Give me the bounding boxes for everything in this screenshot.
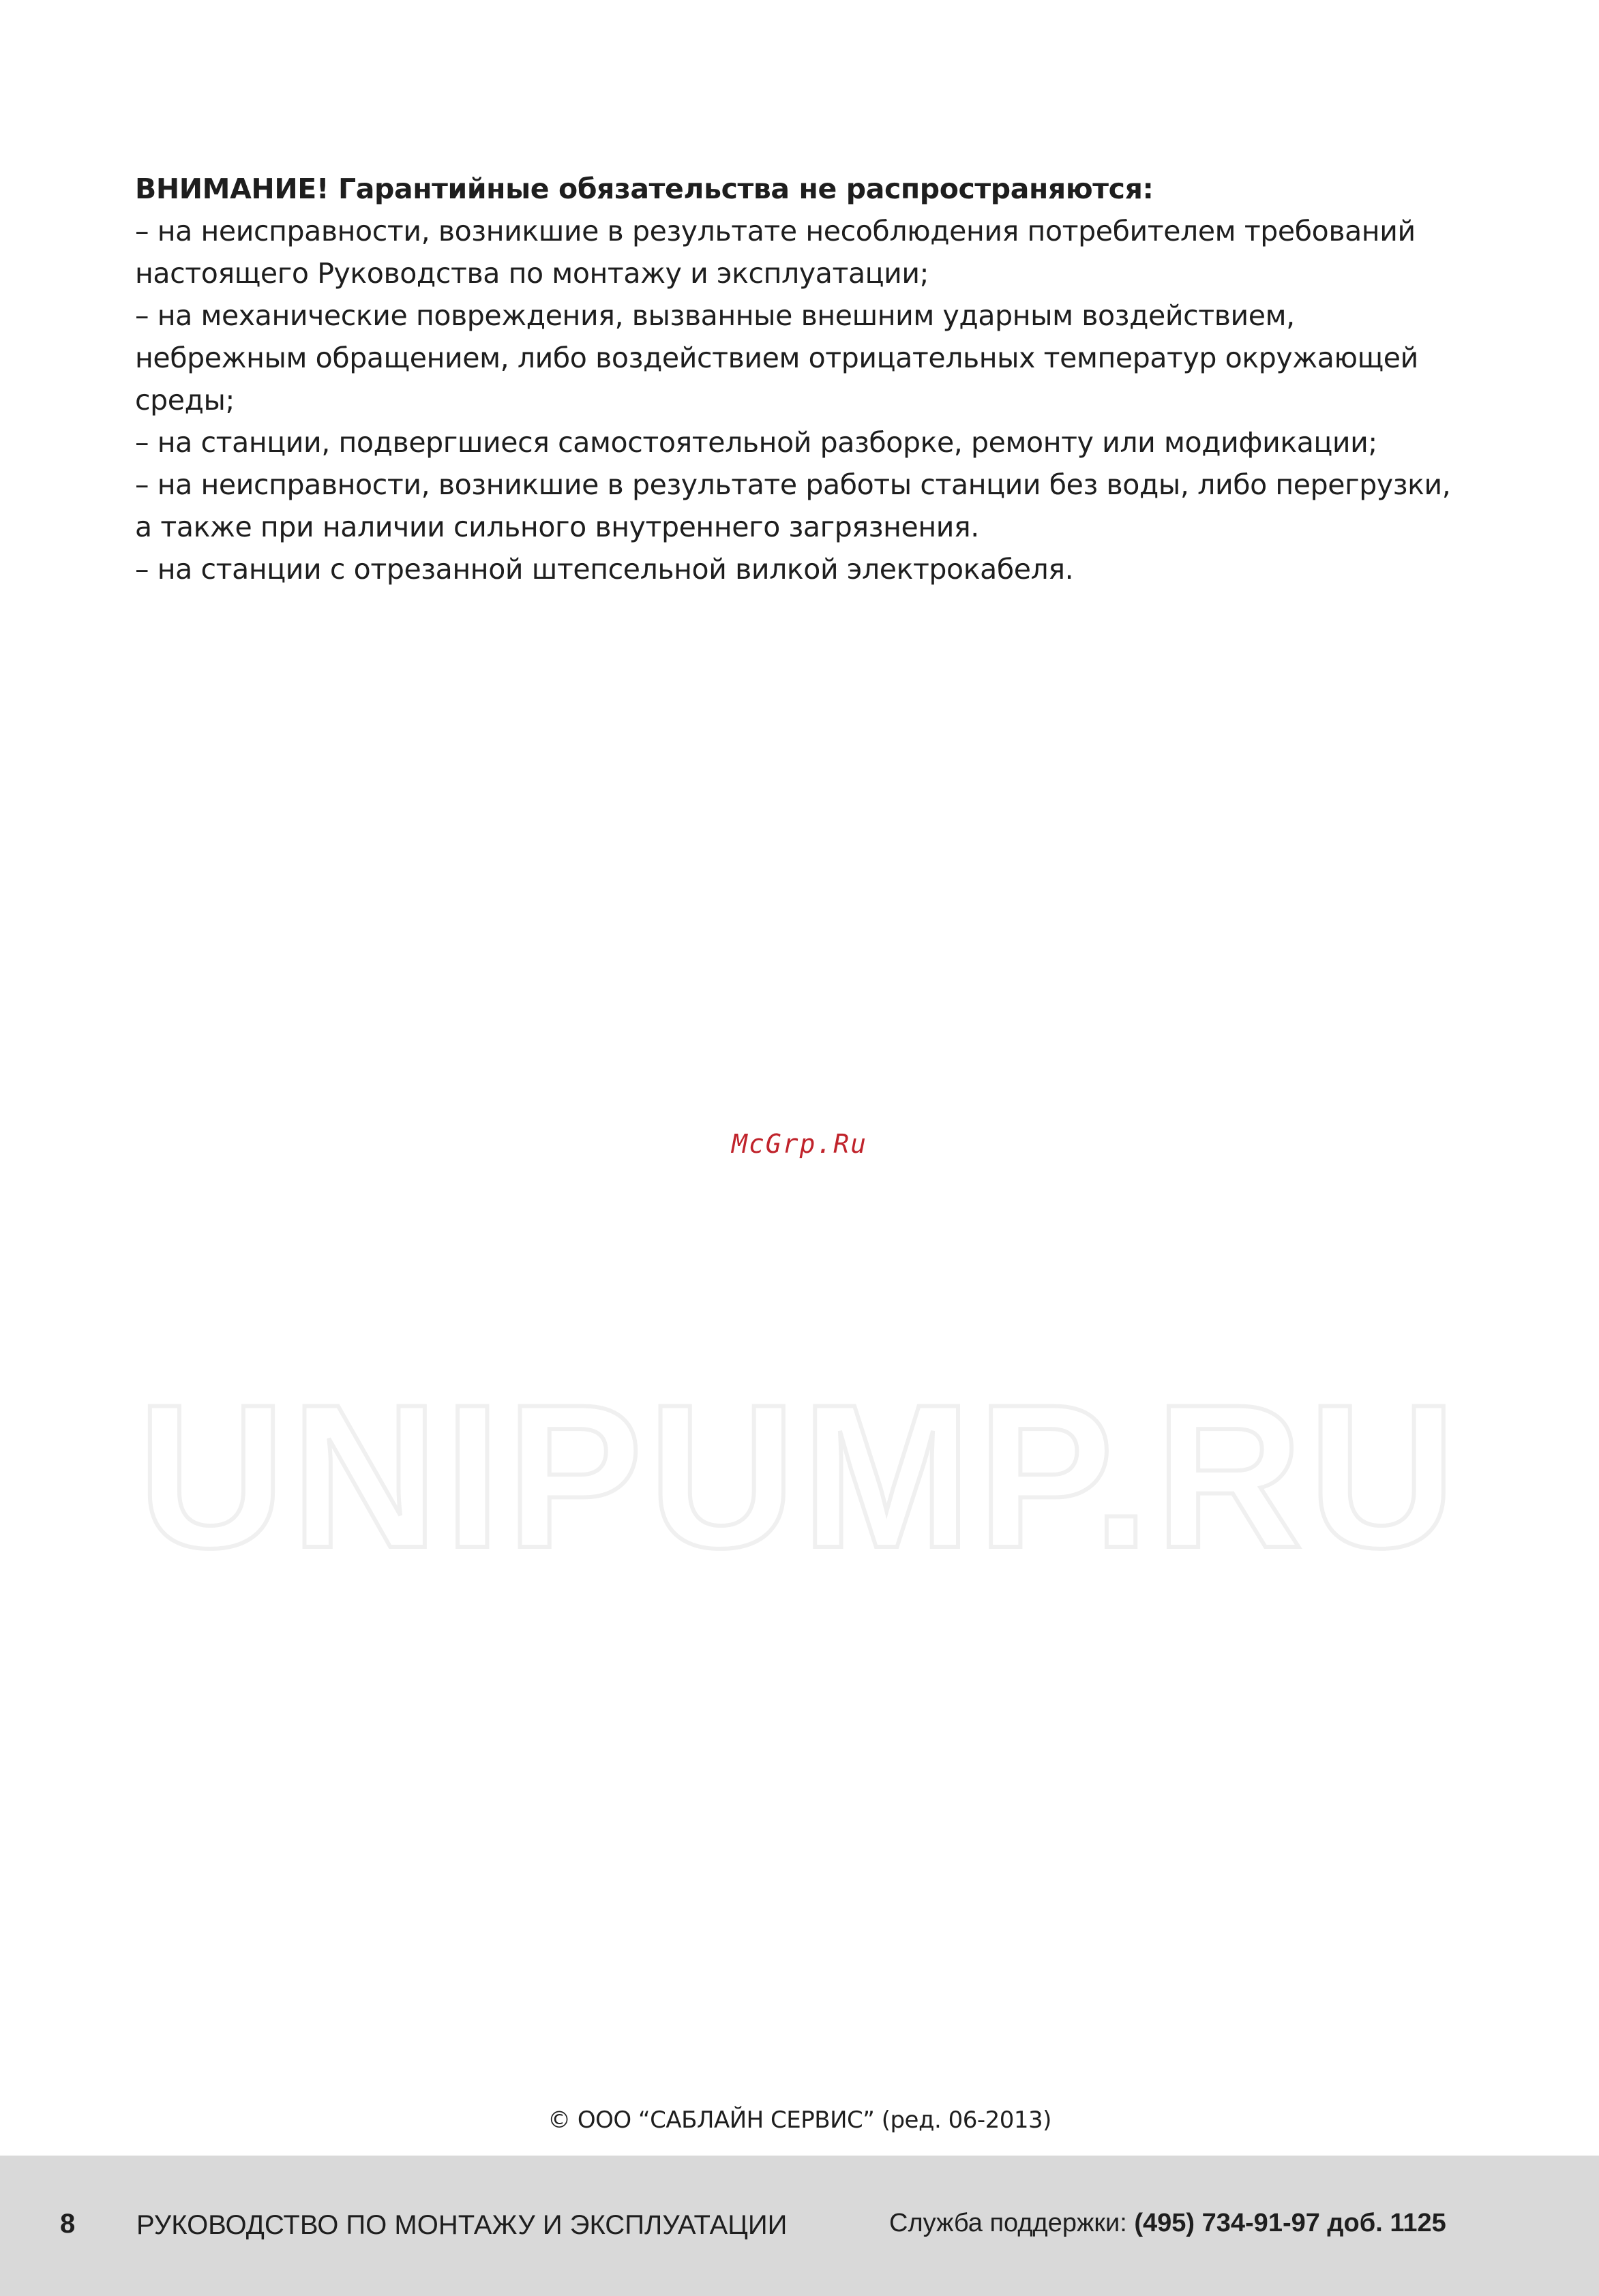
warranty-item: – на неисправности, возникшие в результате работы станции без воды, либо перегрузки, а также при наличии сильного внутреннего загрязнения. [135,468,1451,543]
support-phone: (495) 734-91-97 доб. 1125 [1134,2209,1446,2237]
copyright-notice: © ООО “САБЛАЙН СЕРВИС” (ред. 06-2013) [548,2106,1051,2134]
warranty-item: – на механические повреждения, вызванные внешним ударным воздействием, небрежным обращением, либо воздействием отрицательных температур окружающей среды; [135,299,1418,417]
page-number: 8 [60,2209,76,2239]
warranty-item: – на неисправности, возникшие в результате несоблюдения потребителем требований настоящего Руководства по монтажу и эксплуатации; [135,215,1416,290]
brand-watermark: UNIPUMP.RU [137,1361,1462,1590]
warranty-heading: ВНИМАНИЕ! Гарантийные обязательства не распространяются: [135,172,1154,205]
support-label: Служба поддержки: [889,2209,1127,2237]
support-contact [889,2209,1446,2238]
source-watermark: McGrp.Ru [731,1129,868,1159]
warranty-item: – на станции, подвергшиеся самостоятельной разборке, ремонту или модификации; [135,426,1377,459]
warranty-item: – на станции с отрезанной штепсельной вилкой электрокабеля. [135,553,1074,586]
page-footer [0,2156,1599,2296]
warranty-list [135,210,1471,590]
manual-title: РУКОВОДСТВО ПО МОНТАЖУ И ЭКСПЛУАТАЦИИ [136,2210,788,2240]
warranty-exclusions [135,168,1471,590]
